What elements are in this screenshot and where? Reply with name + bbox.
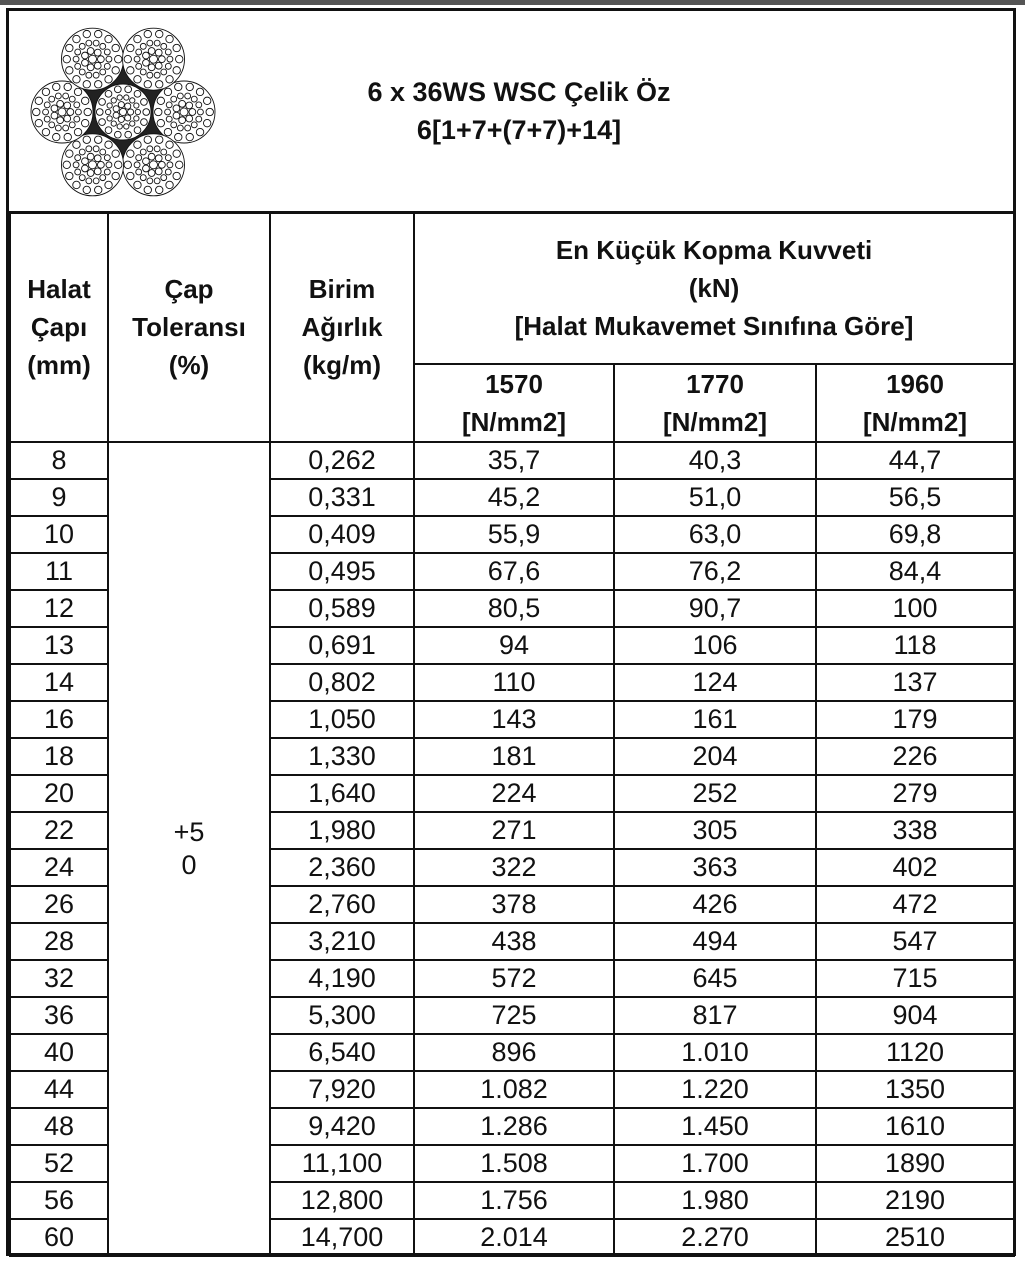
cell-unit-weight: 0,589: [270, 590, 414, 627]
wire-rope-cross-section-icon: [17, 23, 229, 201]
cell-force-1570: 1.286: [414, 1108, 614, 1145]
cell-force-1570: 378: [414, 886, 614, 923]
cell-force-1570: 271: [414, 812, 614, 849]
rope-title: [239, 73, 799, 149]
cell-force-1570: 1.756: [414, 1182, 614, 1219]
cell-force-1770: 204: [614, 738, 816, 775]
cell-force-1770: 252: [614, 775, 816, 812]
cell-force-1570: 143: [414, 701, 614, 738]
cell-unit-weight: 12,800: [270, 1182, 414, 1219]
cell-diameter: 56: [10, 1182, 108, 1219]
cell-diameter: 44: [10, 1071, 108, 1108]
cell-unit-weight: 6,540: [270, 1034, 414, 1071]
cell-force-1570: 181: [414, 738, 614, 775]
cell-force-1770: 1.700: [614, 1145, 816, 1182]
cell-force-1770: 40,3: [614, 442, 816, 479]
cell-diameter: 8: [10, 442, 108, 479]
header-grade-1570: 1570 [N/mm2]: [414, 364, 614, 442]
cell-unit-weight: 0,802: [270, 664, 414, 701]
cell-diameter: 28: [10, 923, 108, 960]
cell-force-1960: 100: [816, 590, 1014, 627]
cell-unit-weight: 3,210: [270, 923, 414, 960]
cell-force-1570: 80,5: [414, 590, 614, 627]
cell-unit-weight: 1,330: [270, 738, 414, 775]
cell-diameter: 40: [10, 1034, 108, 1071]
cell-force-1960: 1120: [816, 1034, 1014, 1071]
cell-force-1960: 904: [816, 997, 1014, 1034]
cell-diameter: 14: [10, 664, 108, 701]
cell-unit-weight: 0,331: [270, 479, 414, 516]
cell-force-1770: 63,0: [614, 516, 816, 553]
cell-diameter: 13: [10, 627, 108, 664]
cell-force-1770: 1.450: [614, 1108, 816, 1145]
cell-force-1960: 179: [816, 701, 1014, 738]
cell-force-1770: 1.010: [614, 1034, 816, 1071]
cell-unit-weight: 2,360: [270, 849, 414, 886]
cell-force-1960: 472: [816, 886, 1014, 923]
cell-force-1770: 90,7: [614, 590, 816, 627]
cell-force-1570: 1.082: [414, 1071, 614, 1108]
cell-force-1570: 45,2: [414, 479, 614, 516]
header-min-breaking-force: En Küçük Kopma Kuvveti (kN) [Halat Mukavemet Sınıfına Göre]: [414, 212, 1014, 364]
cell-force-1570: 896: [414, 1034, 614, 1071]
header-tolerance: Çap Toleransı (%): [108, 212, 270, 442]
cell-diameter: 22: [10, 812, 108, 849]
header-diameter: Halat Çapı (mm): [10, 212, 108, 442]
cell-force-1770: 645: [614, 960, 816, 997]
cell-diameter: 11: [10, 553, 108, 590]
cell-diameter: 9: [10, 479, 108, 516]
tolerance-value: +5: [173, 817, 205, 847]
cell-unit-weight: 9,420: [270, 1108, 414, 1145]
cell-diameter: 36: [10, 997, 108, 1034]
cell-diameter: 10: [10, 516, 108, 553]
cell-force-1570: 2.014: [414, 1219, 614, 1256]
cell-force-1570: 110: [414, 664, 614, 701]
cell-force-1960: 1890: [816, 1145, 1014, 1182]
cell-unit-weight: 1,640: [270, 775, 414, 812]
cell-diameter: 24: [10, 849, 108, 886]
cell-diameter: 20: [10, 775, 108, 812]
cell-unit-weight: 5,300: [270, 997, 414, 1034]
top-edge-strip: [0, 0, 1025, 5]
cell-force-1960: 69,8: [816, 516, 1014, 553]
spec-sheet: [6, 8, 1016, 1256]
cell-diameter: 60: [10, 1219, 108, 1256]
table-row: [10, 442, 1014, 479]
cell-diameter: 18: [10, 738, 108, 775]
cell-force-1960: 1350: [816, 1071, 1014, 1108]
cell-diameter: 16: [10, 701, 108, 738]
cell-force-1570: 224: [414, 775, 614, 812]
rope-construction-formula: 6[1+7+(7+7)+14]: [416, 115, 622, 145]
cell-force-1570: 438: [414, 923, 614, 960]
cell-diameter: 52: [10, 1145, 108, 1182]
cell-force-1960: 1610: [816, 1108, 1014, 1145]
cell-force-1770: 161: [614, 701, 816, 738]
cell-force-1960: 84,4: [816, 553, 1014, 590]
cell-diameter: 12: [10, 590, 108, 627]
cell-unit-weight: 11,100: [270, 1145, 414, 1182]
cell-force-1960: 226: [816, 738, 1014, 775]
cell-force-1960: 547: [816, 923, 1014, 960]
cell-force-1770: 426: [614, 886, 816, 923]
cell-unit-weight: 14,700: [270, 1219, 414, 1256]
cell-force-1770: 106: [614, 627, 816, 664]
cell-unit-weight: 0,495: [270, 553, 414, 590]
cell-force-1960: 338: [816, 812, 1014, 849]
breaking-force-table: [9, 211, 1015, 1257]
cell-unit-weight: 0,691: [270, 627, 414, 664]
cell-force-1960: 56,5: [816, 479, 1014, 516]
cell-force-1770: 2.270: [614, 1219, 816, 1256]
cell-force-1770: 494: [614, 923, 816, 960]
cell-force-1770: 124: [614, 664, 816, 701]
cell-force-1770: 51,0: [614, 479, 816, 516]
cell-unit-weight: 0,262: [270, 442, 414, 479]
cell-force-1770: 1.220: [614, 1071, 816, 1108]
cell-unit-weight: 4,190: [270, 960, 414, 997]
cell-force-1570: 1.508: [414, 1145, 614, 1182]
cell-force-1770: 76,2: [614, 553, 816, 590]
cell-force-1960: 715: [816, 960, 1014, 997]
cell-unit-weight: 1,050: [270, 701, 414, 738]
cell-force-1570: 55,9: [414, 516, 614, 553]
cell-force-1960: 2190: [816, 1182, 1014, 1219]
cell-unit-weight: 1,980: [270, 812, 414, 849]
cell-force-1770: 305: [614, 812, 816, 849]
cell-force-1570: 572: [414, 960, 614, 997]
cell-force-1570: 35,7: [414, 442, 614, 479]
cell-force-1770: 363: [614, 849, 816, 886]
tolerance-value: 0: [181, 850, 197, 880]
cell-force-1570: 94: [414, 627, 614, 664]
cell-force-1960: 2510: [816, 1219, 1014, 1256]
cell-diameter: 48: [10, 1108, 108, 1145]
cell-tolerance: [108, 442, 270, 1256]
cell-force-1960: 44,7: [816, 442, 1014, 479]
rope-construction-title: 6 x 36WS WSC Çelik Öz: [367, 77, 671, 107]
cell-diameter: 32: [10, 960, 108, 997]
cell-unit-weight: 0,409: [270, 516, 414, 553]
header-grade-1770: 1770 [N/mm2]: [614, 364, 816, 442]
cell-force-1960: 137: [816, 664, 1014, 701]
header-grade-1960: 1960 [N/mm2]: [816, 364, 1014, 442]
cell-force-1960: 279: [816, 775, 1014, 812]
header-unit-weight: Birim Ağırlık (kg/m): [270, 212, 414, 442]
cell-force-1770: 1.980: [614, 1182, 816, 1219]
cell-force-1570: 725: [414, 997, 614, 1034]
cell-force-1960: 118: [816, 627, 1014, 664]
cell-force-1770: 817: [614, 997, 816, 1034]
cell-unit-weight: 7,920: [270, 1071, 414, 1108]
cell-unit-weight: 2,760: [270, 886, 414, 923]
sheet-header: [9, 11, 1013, 214]
table-body: [10, 442, 1014, 1256]
cell-force-1570: 322: [414, 849, 614, 886]
cell-force-1960: 402: [816, 849, 1014, 886]
cell-force-1570: 67,6: [414, 553, 614, 590]
cell-diameter: 26: [10, 886, 108, 923]
